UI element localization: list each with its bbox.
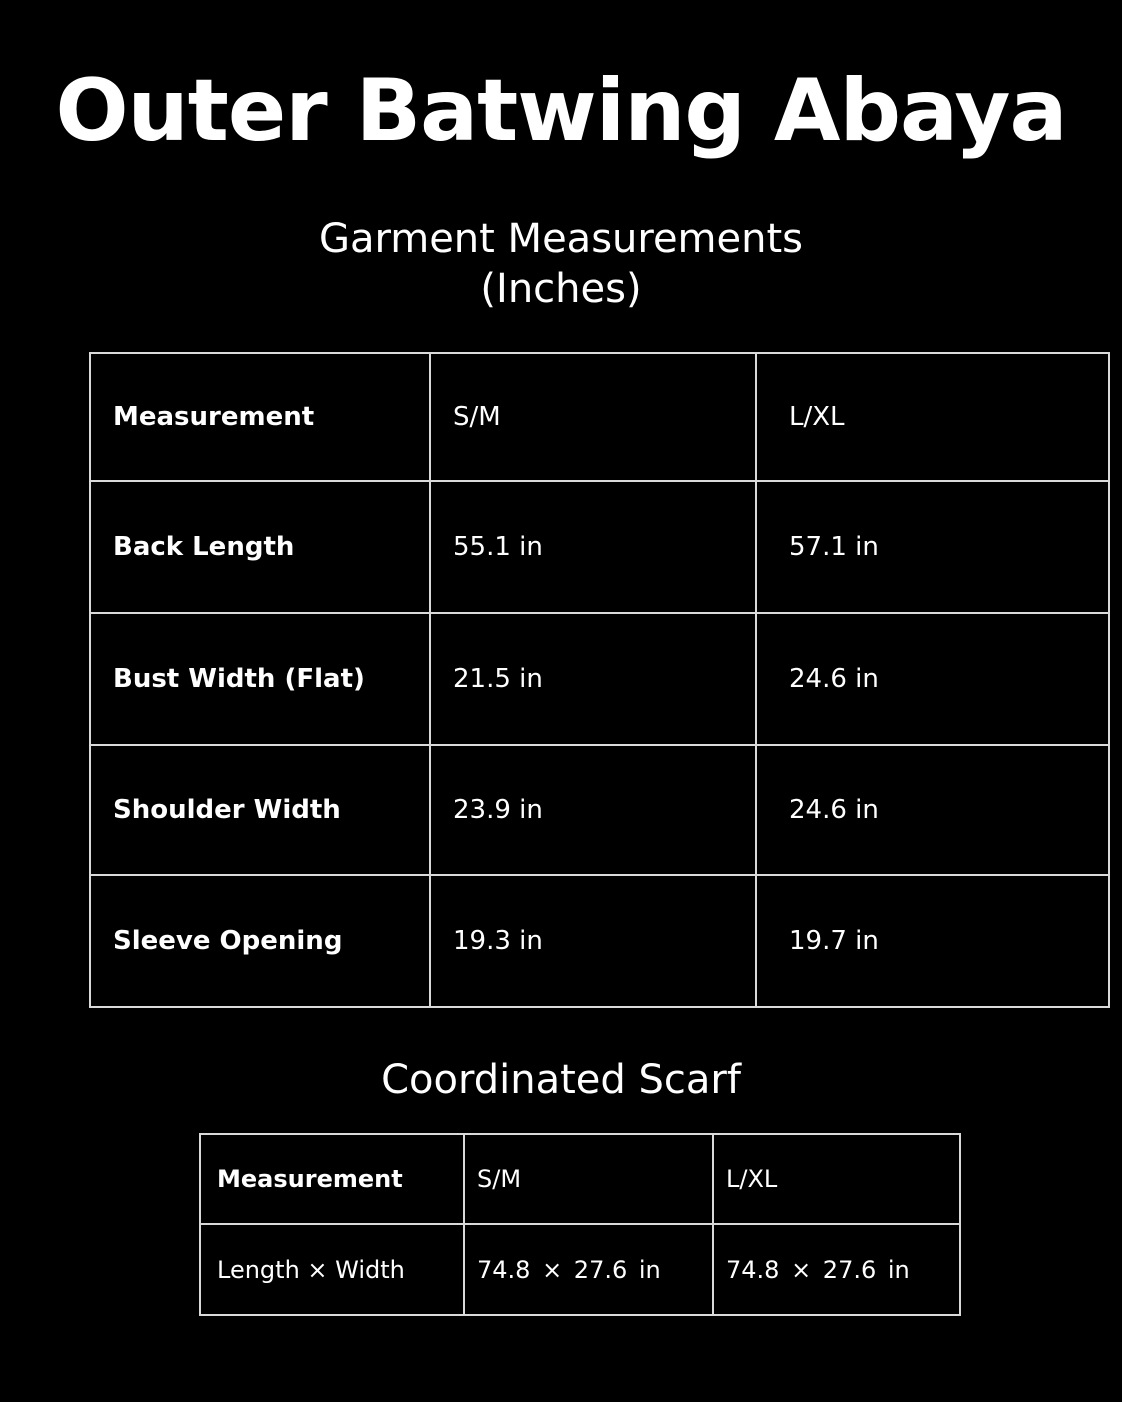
cell-value-lxl: 24.6 in bbox=[756, 745, 1109, 875]
cell-value-sm: 74.8 × 27.6 in bbox=[464, 1224, 713, 1315]
garment-heading-line-2: (Inches) bbox=[480, 266, 642, 312]
cell-value-lxl: 24.6 in bbox=[756, 613, 1109, 745]
cell-value-sm: 23.9 in bbox=[430, 745, 756, 875]
header-size-lxl: L/XL bbox=[756, 353, 1109, 481]
header-size-sm: S/M bbox=[464, 1134, 713, 1224]
cell-value-lxl: 74.8 × 27.6 in bbox=[713, 1224, 960, 1315]
scarf-measurements-table bbox=[199, 1133, 961, 1316]
table-row bbox=[90, 745, 1109, 875]
cell-value-sm: 21.5 in bbox=[430, 613, 756, 745]
table-row bbox=[200, 1224, 960, 1315]
scarf-section-heading: Coordinated Scarf bbox=[381, 1057, 741, 1103]
row-label: Shoulder Width bbox=[90, 745, 430, 875]
header-size-lxl: L/XL bbox=[713, 1134, 960, 1224]
cell-value-lxl: 57.1 in bbox=[756, 481, 1109, 613]
cell-value-sm: 55.1 in bbox=[430, 481, 756, 613]
row-label: Length × Width bbox=[200, 1224, 464, 1315]
table-row bbox=[90, 481, 1109, 613]
table-row bbox=[90, 613, 1109, 745]
cell-value-sm: 19.3 in bbox=[430, 875, 756, 1007]
row-label: Back Length bbox=[90, 481, 430, 613]
garment-heading-line-1: Garment Measurements bbox=[318, 216, 804, 262]
header-measurement: Measurement bbox=[90, 353, 430, 481]
cell-value-lxl: 19.7 in bbox=[756, 875, 1109, 1007]
table-header-row bbox=[90, 353, 1109, 481]
page-title: Outer Batwing Abaya bbox=[55, 61, 1067, 161]
table-header-row bbox=[200, 1134, 960, 1224]
garment-section-heading bbox=[0, 214, 1122, 314]
header-size-sm: S/M bbox=[430, 353, 756, 481]
garment-measurements-table bbox=[89, 352, 1110, 1008]
row-label: Sleeve Opening bbox=[90, 875, 430, 1007]
header-measurement: Measurement bbox=[200, 1134, 464, 1224]
table-row bbox=[90, 875, 1109, 1007]
row-label: Bust Width (Flat) bbox=[90, 613, 430, 745]
